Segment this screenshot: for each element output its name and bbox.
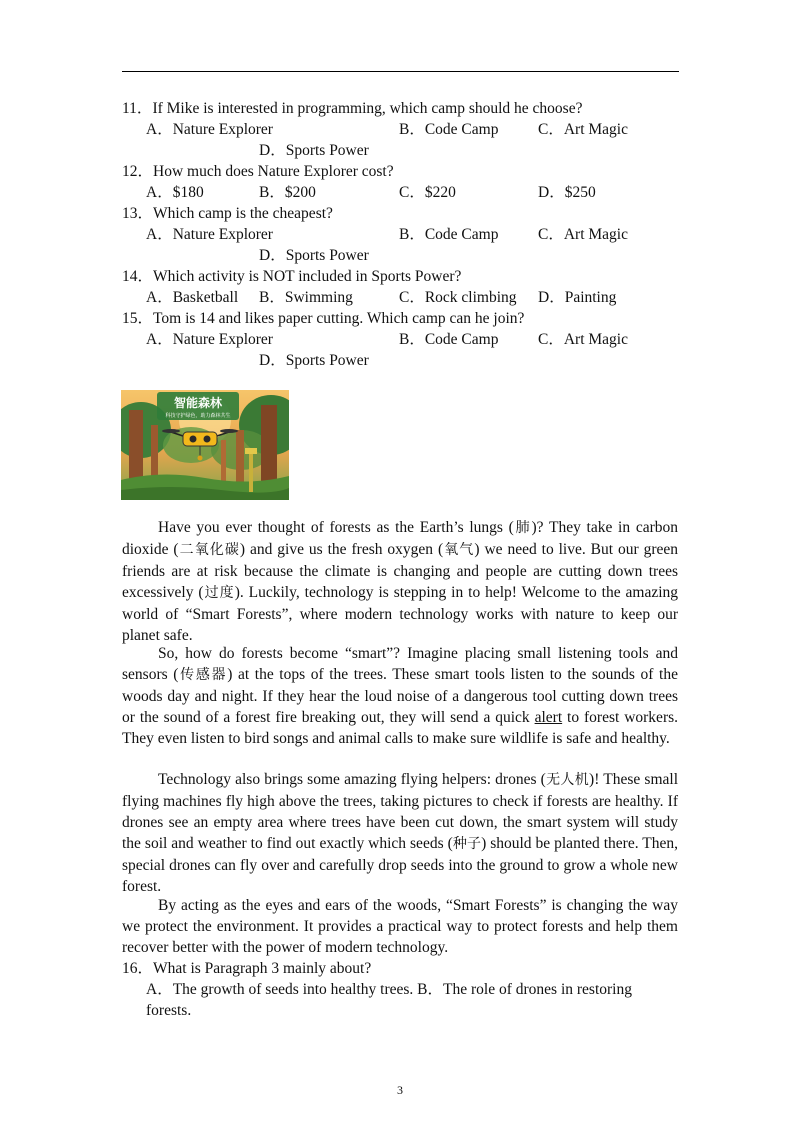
q14-option-a: A．Basketball bbox=[146, 289, 239, 306]
q12-option-b: B．$200 bbox=[259, 184, 316, 201]
figure-subtitle: 科技守护绿色，助力森林共生 bbox=[165, 413, 231, 419]
q15-option-d: D．Sports Power bbox=[259, 352, 369, 369]
q13-option-d: D．Sports Power bbox=[259, 247, 369, 264]
question-12: 12．How much does Nature Explorer cost? bbox=[122, 163, 394, 180]
question-13: 13．Which camp is the cheapest? bbox=[122, 205, 333, 222]
page-number: 3 bbox=[397, 1083, 403, 1097]
passage-paragraph-4: By acting as the eyes and ears of the woods, “Smart Forests” is changing the way we protect the environment. It provides a practical way to protect forests and help them recover better with the power of modern technology. bbox=[122, 897, 678, 956]
header-rule bbox=[122, 71, 679, 72]
q11-option-d: D．Sports Power bbox=[259, 142, 369, 159]
q15-option-c: C．Art Magic bbox=[538, 331, 628, 348]
q12-option-d: D．$250 bbox=[538, 184, 596, 201]
question-11: 11．If Mike is interested in programming, which camp should he choose? bbox=[122, 100, 583, 117]
question-16: 16．What is Paragraph 3 mainly about? bbox=[122, 960, 372, 977]
passage-paragraph-1: Have you ever thought of forests as the Earth’s lungs (肺)? They take in carbon dioxide (二氧化碳) and give us the fresh oxygen (氧气) we need to live. But our green friends are at risk because the climate is changing and people are cutting down trees excessively (过度). Luckily, technology is stepping in to help! Welcome to the amazing world of “Smart Forests”, where modern technology works with nature to keep our planet safe. bbox=[122, 519, 679, 644]
q13-option-a: A．Nature Explorer bbox=[146, 226, 273, 243]
q11-option-b: B．Code Camp bbox=[399, 121, 499, 138]
underlined-word-alert: alert bbox=[534, 709, 563, 726]
q11-option-c: C．Art Magic bbox=[538, 121, 628, 138]
question-14: 14．Which activity is NOT included in Sports Power? bbox=[122, 268, 462, 285]
passage-paragraph-2: So, how do forests become “smart”? Imagine placing small listening tools and sensors (传感器) at the tops of the trees. These smart tools listen to the sounds of the woods day and night. If they hear the loud noise of a dangerous tool cutting down trees or the sound of a forest fire breaking out, they will send a quick alert to forest workers. They even listen to bird songs and animal calls to make sure wildlife is safe and healthy. bbox=[122, 645, 679, 747]
q14-option-b: B．Swimming bbox=[259, 289, 353, 306]
passage-paragraph-3: Technology also brings some amazing flying helpers: drones (无人机)! These small flying machines fly high above the trees, taking pictures to check if forests are healthy. If drones see an empty area where trees have been cut down, the smart system will study the soil and weather to find out exactly which seeds (种子) should be planted there. Then, special drones can fly over and carefully drop seeds into the ground to grow a whole new forest. bbox=[122, 771, 679, 895]
q16-options-line-1: A．The growth of seeds into healthy trees. B．The role of drones in restoring bbox=[146, 981, 632, 998]
q15-option-b: B．Code Camp bbox=[399, 331, 499, 348]
q14-option-c: C．Rock climbing bbox=[399, 289, 517, 306]
q13-option-b: B．Code Camp bbox=[399, 226, 499, 243]
q15-option-a: A．Nature Explorer bbox=[146, 331, 273, 348]
figure-title: 智能森林 bbox=[173, 396, 223, 410]
q12-option-c: C．$220 bbox=[399, 184, 456, 201]
q14-option-d: D．Painting bbox=[538, 289, 617, 306]
q13-option-c: C．Art Magic bbox=[538, 226, 628, 243]
q16-options-line-2: forests. bbox=[146, 1002, 192, 1019]
q11-option-a: A．Nature Explorer bbox=[146, 121, 273, 138]
smart-forest-illustration bbox=[121, 390, 289, 500]
q12-option-a: A．$180 bbox=[146, 184, 204, 201]
question-15: 15．Tom is 14 and likes paper cutting. Which camp can he join? bbox=[122, 310, 525, 327]
